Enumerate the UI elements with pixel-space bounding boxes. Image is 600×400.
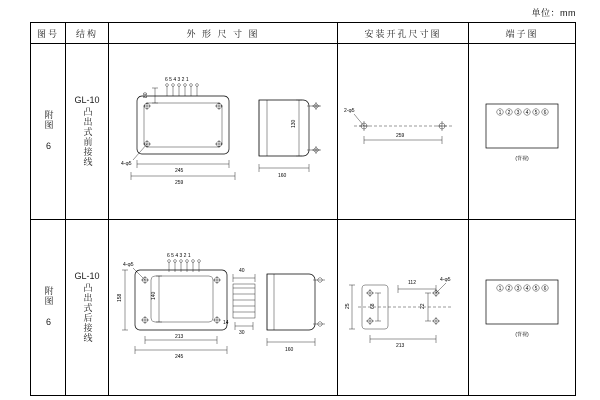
svg-text:6 5 4 3 2 1: 6 5 4 3 2 1 — [165, 76, 189, 83]
dimension-table — [30, 22, 576, 396]
cell-outline-drawing — [109, 44, 338, 220]
svg-text:4: 4 — [525, 285, 529, 292]
table-row — [31, 44, 576, 220]
svg-text:140: 140 — [151, 291, 157, 300]
cell-outline-drawing — [109, 220, 338, 396]
svg-text:14: 14 — [223, 319, 229, 326]
svg-text:3: 3 — [516, 109, 520, 116]
svg-text:40: 40 — [239, 267, 245, 274]
svg-text:158: 158 — [117, 293, 123, 302]
svg-text:6: 6 — [543, 285, 547, 292]
cell-hole-drawing — [338, 44, 469, 220]
svg-text:68: 68 — [370, 302, 376, 309]
svg-text:130: 130 — [291, 119, 297, 128]
svg-text:2-φ5: 2-φ5 — [344, 107, 355, 114]
cell-structure — [66, 44, 109, 220]
header-structure: 结构 — [66, 23, 109, 44]
terminal-svg-1 — [476, 92, 568, 172]
hole-drawing-2 — [338, 220, 468, 395]
svg-text:4-φ5: 4-φ5 — [440, 276, 451, 283]
svg-text:160: 160 — [278, 172, 287, 179]
cell-terminal-drawing — [469, 220, 576, 396]
svg-text:5: 5 — [534, 285, 538, 292]
terminal-drawing-2 — [469, 220, 575, 395]
svg-text:2: 2 — [507, 285, 511, 292]
header-mounting-hole: 安装开孔尺寸图 — [338, 23, 469, 44]
svg-text:1: 1 — [498, 285, 502, 292]
svg-text:22: 22 — [420, 302, 426, 309]
structure-model: GL-10 — [74, 270, 100, 281]
outline-drawing-1 — [109, 44, 337, 219]
svg-text:160: 160 — [285, 346, 294, 353]
svg-text:245: 245 — [175, 353, 184, 360]
cell-hole-drawing — [338, 220, 469, 396]
svg-text:112: 112 — [408, 279, 416, 286]
svg-text:213: 213 — [396, 342, 405, 349]
unit-note: 单位：mm — [531, 8, 576, 18]
svg-text:3: 3 — [516, 285, 520, 292]
svg-text:(背视): (背视) — [515, 331, 529, 338]
hole-svg-1 — [340, 92, 466, 172]
outline-svg-1 — [111, 72, 335, 192]
svg-text:5: 5 — [534, 109, 538, 116]
svg-text:1: 1 — [498, 109, 502, 116]
svg-text:80: 80 — [143, 91, 149, 98]
svg-text:25: 25 — [345, 302, 351, 309]
svg-text:259: 259 — [175, 179, 184, 186]
svg-text:213: 213 — [175, 333, 184, 340]
header-drawing-no: 图号 — [31, 23, 66, 44]
table-row — [31, 220, 576, 396]
structure-text: 凸出式后接线 — [82, 282, 93, 343]
cell-drawing-no — [31, 44, 66, 220]
svg-text:4: 4 — [525, 109, 529, 116]
header-terminal: 端子图 — [469, 23, 576, 44]
hole-drawing-1 — [338, 44, 468, 219]
svg-text:4-φ5: 4-φ5 — [123, 261, 134, 268]
table-header-row — [31, 23, 576, 44]
cell-drawing-no — [31, 220, 66, 396]
svg-text:245: 245 — [175, 167, 184, 174]
svg-text:30: 30 — [239, 329, 245, 336]
svg-text:259: 259 — [396, 132, 405, 139]
structure-text: 凸出式前接线 — [82, 106, 93, 167]
cell-terminal-drawing — [469, 44, 576, 220]
drawing-no-label: 附图 6 — [43, 109, 54, 152]
outline-drawing-2 — [109, 220, 337, 395]
svg-text:(背视): (背视) — [515, 155, 529, 162]
svg-text:6 5 4 3 2 1: 6 5 4 3 2 1 — [167, 252, 191, 259]
terminal-svg-2 — [476, 268, 568, 348]
drawing-no-label: 附图 6 — [43, 285, 54, 328]
structure-model: GL-10 — [74, 94, 100, 105]
svg-text:4-φ5: 4-φ5 — [121, 160, 132, 167]
cell-structure — [66, 220, 109, 396]
header-outline-dimensions: 外 形 尺 寸 图 — [109, 23, 338, 44]
terminal-drawing-1 — [469, 44, 575, 219]
outline-svg-2 — [111, 248, 335, 368]
svg-text:2: 2 — [507, 109, 511, 116]
svg-text:6: 6 — [543, 109, 547, 116]
hole-svg-2 — [340, 263, 466, 353]
